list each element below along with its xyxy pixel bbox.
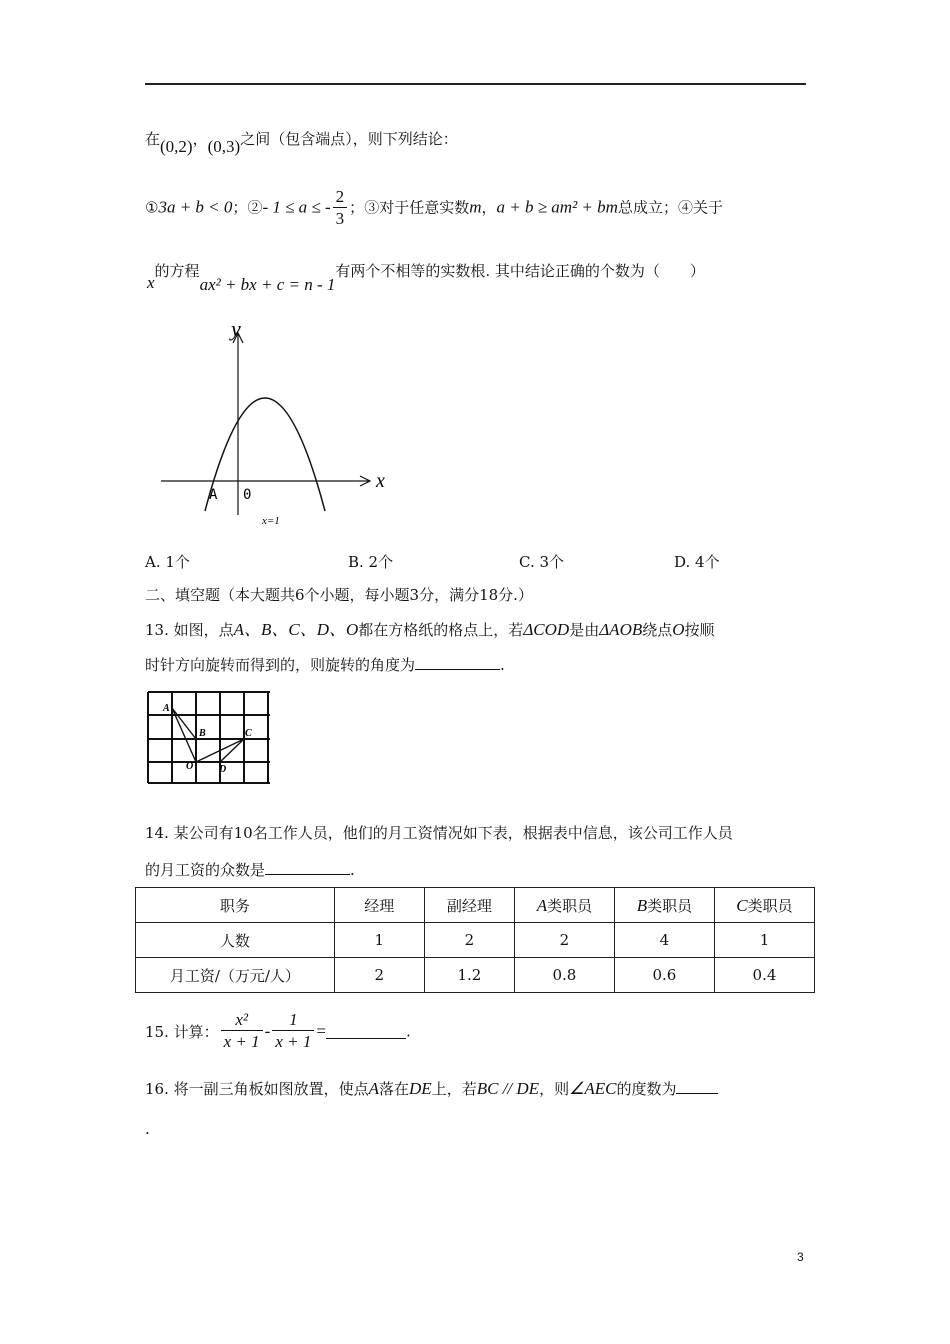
q12-c3-sep: ， <box>481 198 497 217</box>
q13-mid1: 都在方格纸的格点上，若 <box>358 621 524 639</box>
q15-equals: = <box>316 1021 326 1041</box>
q12-line3-mid: 的方程 <box>154 262 200 280</box>
q12-line1 <box>145 128 458 156</box>
class-c-suffix: 类职员 <box>747 896 793 915</box>
q12-line3-post: 有两个不相等的实数根. 其中结论正确的个数为（ ） <box>335 262 705 280</box>
q16-pre: 16. 将一副三角板如图放置，使点 <box>145 1080 369 1098</box>
q16-line <box>145 1078 718 1099</box>
q15-line <box>145 1010 411 1053</box>
grid-label-o: O <box>186 761 194 772</box>
table-cell: 2 <box>514 923 614 958</box>
q13-end: . <box>500 656 505 674</box>
q14-line2-text: 的月工资的众数是 <box>145 861 266 879</box>
q16-parallel: BC // DE <box>476 1079 540 1098</box>
option-b: B. 2个 <box>348 553 394 571</box>
header-cell-manager: 经理 <box>334 888 424 923</box>
q12-line3-var: x <box>147 273 155 292</box>
q12-c3-end: 总成立； <box>617 198 678 217</box>
salary-table <box>135 887 815 993</box>
parabola-graph <box>155 315 400 535</box>
q12-line1-post: 之间（包含端点），则下列结论： <box>240 130 458 148</box>
header-cell-deputy: 副经理 <box>424 888 514 923</box>
parabola-curve <box>205 398 325 511</box>
class-c-letter: C <box>736 895 748 915</box>
q12-c1-end: ； <box>232 198 248 217</box>
q16-mid3: ，则 <box>539 1080 570 1098</box>
q12-c2-den: 3 <box>335 209 345 228</box>
option-d: D. 4个 <box>674 553 720 571</box>
table-row <box>136 923 815 958</box>
q16-segment: DE <box>409 1079 432 1098</box>
q12-c2-expr: - 1 ≤ a ≤ - <box>262 197 331 217</box>
page-number: 3 <box>797 1250 804 1264</box>
q12-c3-text: ③对于任意实数 <box>364 198 470 217</box>
symmetry-axis-note: x=1 <box>262 515 280 527</box>
x-axis-label: x <box>376 470 385 492</box>
table-cell: 4 <box>614 923 714 958</box>
q15-pre: 15. 计算： <box>145 1023 219 1041</box>
y-axis-label: y <box>231 316 241 341</box>
origin-label: 0 <box>243 487 252 503</box>
q13-mid4: 按顺 <box>684 621 715 639</box>
q12-line2 <box>145 187 723 230</box>
header-cell-class-c <box>714 888 814 923</box>
q13-tri1: ΔCOD <box>523 620 570 639</box>
q12-c1-mark: ① <box>145 198 159 217</box>
q16-post: 的度数为 <box>616 1080 677 1098</box>
q12-c3-expr: a + b ≥ am² + bm <box>496 197 618 217</box>
table-cell: 0.4 <box>714 958 814 993</box>
q15-fraction-2 <box>272 1010 314 1053</box>
option-a: A. 1个 <box>145 553 190 571</box>
point-a-label: A <box>209 487 218 503</box>
header-cell-class-a <box>514 888 614 923</box>
section-2-heading: 二、填空题（本大题共6个小题，每小题3分，满分18分.） <box>145 586 533 604</box>
table-row <box>136 958 815 993</box>
option-c: C. 3个 <box>519 553 565 571</box>
table-cell: 0.6 <box>614 958 714 993</box>
q12-sep: ， <box>192 130 208 148</box>
q15-fraction-1 <box>221 1010 263 1053</box>
q12-c2-fraction <box>333 187 348 230</box>
q12-c1-expr: 3a + b < 0 <box>158 197 233 217</box>
q15-f1-den: x + 1 <box>223 1032 260 1051</box>
grid-label-a: A <box>163 703 170 714</box>
q15-answer-blank[interactable] <box>326 1024 406 1039</box>
q16-point: A <box>368 1079 380 1098</box>
q13-mid2: 是由 <box>569 621 600 639</box>
q12-point1: (0,2) <box>160 137 193 156</box>
header-rule <box>145 83 806 85</box>
table-header-row <box>136 888 815 923</box>
q16-angle: ∠AEC <box>569 1079 617 1098</box>
table-cell: 1 <box>714 923 814 958</box>
header-cell-position: 职务 <box>136 888 335 923</box>
table-cell: 1.2 <box>424 958 514 993</box>
q13-mid3: 绕点 <box>642 621 673 639</box>
grid-figure <box>143 686 275 788</box>
q13-line2-text: 时针方向旋转而得到的，则旋转的角度为 <box>145 656 416 674</box>
q12-line1-pre: 在 <box>145 130 161 148</box>
header-cell-class-b <box>614 888 714 923</box>
q12-c3-var: m <box>469 197 482 217</box>
class-a-letter: A <box>536 895 548 915</box>
q13-points: A、B、C、D、O <box>233 620 359 639</box>
q13-pre: 13. 如图，点 <box>145 621 234 639</box>
class-b-letter: B <box>636 895 648 915</box>
q12-c4-text: ④关于 <box>677 198 723 217</box>
grid-label-c: C <box>245 728 252 739</box>
q15-end: . <box>405 1022 411 1041</box>
q15-f2-den: x + 1 <box>275 1032 312 1051</box>
q14-answer-blank[interactable] <box>265 860 350 875</box>
class-a-suffix: 类职员 <box>547 896 593 915</box>
q13-tri2: ΔAOB <box>599 620 643 639</box>
q14-line1: 14. 某公司有10名工作人员，他们的月工资情况如下表，根据表中信息，该公司工作人员 <box>145 824 733 842</box>
q16-end: . <box>145 1120 150 1138</box>
table-cell: 2 <box>424 923 514 958</box>
q16-answer-blank[interactable] <box>676 1079 718 1094</box>
q12-c2-end: ； <box>349 198 365 217</box>
row-label-salary: 月工资/（万元/人） <box>136 958 335 993</box>
q12-line3-expr: ax² + bx + c = n - 1 <box>199 275 336 294</box>
q13-line2 <box>145 654 505 675</box>
q12-c2-mark: ② <box>247 198 263 217</box>
q15-f2-num: 1 <box>272 1010 314 1031</box>
q16-mid2: 上，若 <box>431 1080 477 1098</box>
grid-label-d: D <box>219 764 227 775</box>
q13-line1 <box>145 615 715 640</box>
q14-end: . <box>350 861 355 879</box>
triangle-lines <box>172 708 244 762</box>
q14-line2 <box>145 859 355 880</box>
class-b-suffix: 类职员 <box>647 896 693 915</box>
table-cell: 1 <box>334 923 424 958</box>
q15-minus: - <box>264 1021 271 1041</box>
table-cell: 2 <box>334 958 424 993</box>
row-label-count: 人数 <box>136 923 335 958</box>
grid-label-b: B <box>199 728 206 739</box>
q13-center: O <box>672 620 685 639</box>
q12-point2: (0,3) <box>207 137 241 156</box>
q12-c2-num: 2 <box>333 187 348 208</box>
q12-line3 <box>147 260 705 294</box>
table-cell: 0.8 <box>514 958 614 993</box>
q16-mid1: 落在 <box>379 1080 410 1098</box>
q13-answer-blank[interactable] <box>415 655 500 670</box>
q15-f1-num: x² <box>221 1010 263 1031</box>
